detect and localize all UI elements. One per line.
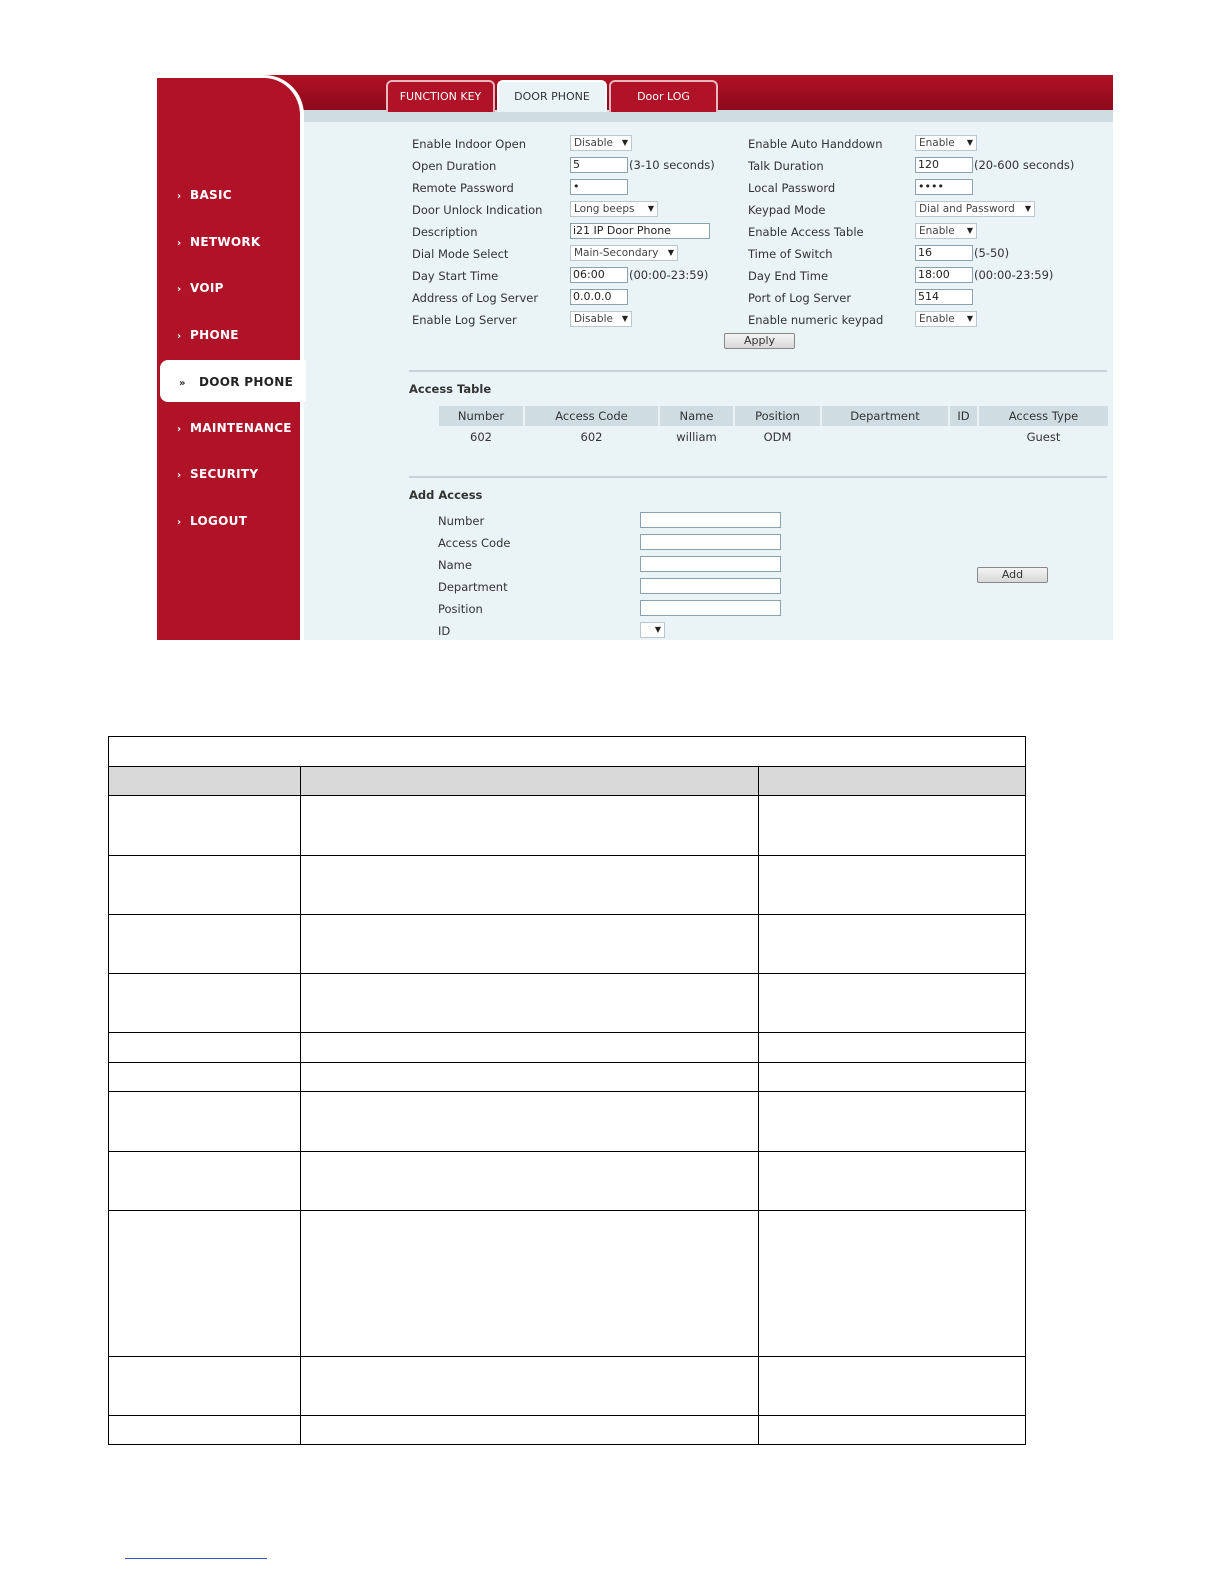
dial-mode-select[interactable]: Main-Secondary ▼ [570,245,678,261]
table-row [109,855,1025,856]
chevron-down-icon: ▼ [654,625,661,634]
remote-password-input[interactable]: • [570,179,628,195]
add-number-input[interactable] [640,512,781,528]
field-label: Number [438,514,485,528]
add-position-input[interactable] [640,600,781,616]
column-header: Department [822,406,948,426]
talk-duration-hint: (20-600 seconds) [974,158,1075,172]
setting-label: Day End Time [748,269,829,283]
setting-label: Time of Switch [748,247,833,261]
chevron-right-icon: › [177,284,182,295]
footer-link-underline[interactable] [125,1558,267,1559]
setting-label: Port of Log Server [748,291,852,305]
table-cell: 602 [580,430,603,444]
setting-label: Talk Duration [748,159,824,173]
column-header: Position [735,406,820,426]
table-header-row [109,766,1025,795]
field-label: Access Code [438,536,511,550]
sidebar-item-logout[interactable]: › LOGOUT [177,514,248,528]
sidebar-item-door-phone[interactable]: » DOOR PHONE [160,360,306,402]
table-row [109,1415,1025,1416]
open-duration-hint: (3-10 seconds) [629,158,715,172]
setting-label: Enable Access Table [748,225,864,239]
setting-label: Enable numeric keypad [748,313,884,327]
time-of-switch-input[interactable]: 16 [915,245,973,261]
setting-label: Local Password [748,181,836,195]
day-end-time-hint: (00:00-23:59) [974,268,1054,282]
enable-auto-handdown-select[interactable]: Enable ▼ [915,135,977,151]
add-access-title: Add Access [409,488,483,502]
add-department-input[interactable] [640,578,781,594]
log-server-address-input[interactable]: 0.0.0.0 [570,289,628,305]
chevron-right-icon: › [177,424,182,435]
chevron-right-icon: › [177,517,182,528]
setting-label: Door Unlock Indication [412,203,543,217]
day-start-time-input[interactable]: 06:00 [570,267,628,283]
chevron-down-icon: ▼ [621,314,628,323]
enable-indoor-open-select[interactable]: Disable ▼ [570,135,632,151]
sidebar-item-voip[interactable]: › VOIP [177,281,224,295]
sidebar-item-network[interactable]: › NETWORK [177,235,261,249]
chevron-right-icon: › [177,238,182,249]
table-row [109,1032,1025,1033]
column-divider [758,766,759,1444]
chevron-down-icon: ▼ [647,204,654,213]
column-header: Access Type [979,406,1108,426]
chevron-down-icon: ▼ [966,314,973,323]
tab-function-key[interactable]: FUNCTION KEY [386,80,495,112]
table-row [109,1091,1025,1092]
tab-door-phone[interactable]: DOOR PHONE [497,80,607,112]
table-row [109,1356,1025,1357]
talk-duration-input[interactable]: 120 [915,157,973,173]
enable-log-server-select[interactable]: Disable ▼ [570,311,632,327]
chevron-down-icon: ▼ [966,226,973,235]
table-row [109,1151,1025,1152]
enable-numeric-keypad-select[interactable]: Enable ▼ [915,311,977,327]
table-row [109,795,1025,796]
tab-door-log[interactable]: Door LOG [609,80,718,112]
field-label: Position [438,602,483,616]
table-cell: william [676,430,717,444]
sidebar-item-maintenance[interactable]: › MAINTENANCE [177,421,292,435]
chevron-down-icon: ▼ [1024,204,1031,213]
setting-label: Keypad Mode [748,203,826,217]
setting-label: Remote Password [412,181,514,195]
local-password-input[interactable]: •••• [915,179,973,195]
chevron-down-icon: ▼ [667,248,674,257]
table-cell: ODM [763,430,792,444]
setting-label: Day Start Time [412,269,499,283]
column-divider [300,766,301,1444]
setting-label: Address of Log Server [412,291,539,305]
setting-label: Dial Mode Select [412,247,509,261]
chevron-down-icon: ▼ [621,138,628,147]
setting-label: Description [412,225,478,239]
table-row [109,1210,1025,1211]
setting-label: Enable Indoor Open [412,137,526,151]
chevron-right-icon: › [177,470,182,481]
column-header: Name [660,406,733,426]
divider [409,476,1107,478]
table-row [109,914,1025,915]
table-row [109,973,1025,974]
chevron-down-icon: ▼ [966,138,973,147]
sidebar-item-phone[interactable]: › PHONE [177,328,239,342]
setting-label: Enable Log Server [412,313,517,327]
access-table-title: Access Table [409,382,492,396]
add-button[interactable]: Add [977,567,1048,583]
column-header: Access Code [525,406,658,426]
setting-label: Enable Auto Handdown [748,137,883,151]
add-id-select[interactable] [640,622,665,638]
table-cell: 602 [470,430,492,444]
double-chevron-icon: » [179,378,186,389]
door-unlock-indication-select[interactable]: Long beeps ▼ [570,201,658,217]
divider [409,370,1107,372]
time-of-switch-hint: (5-50) [974,246,1010,260]
field-label: Name [438,558,472,572]
log-server-port-input[interactable]: 514 [915,289,973,305]
web-config-screenshot [157,75,1113,640]
field-label: ID [438,624,451,638]
add-name-input[interactable] [640,556,781,572]
parameter-table [108,736,1026,1445]
column-header: ID [950,406,977,426]
apply-button[interactable]: Apply [724,333,795,349]
day-start-time-hint: (00:00-23:59) [629,268,709,282]
sidebar-item-security[interactable]: › SECURITY [177,467,259,481]
description-input[interactable]: i21 IP Door Phone [570,223,710,239]
sidebar-item-basic[interactable]: › BASIC [177,188,232,202]
keypad-mode-select[interactable]: Dial and Password ▼ [915,201,1035,217]
column-header: Number [439,406,523,426]
table-cell: Guest [1026,430,1061,444]
chevron-right-icon: › [177,191,182,202]
sidebar [157,75,304,640]
day-end-time-input[interactable]: 18:00 [915,267,973,283]
table-row [109,1062,1025,1063]
chevron-right-icon: › [177,331,182,342]
setting-label: Open Duration [412,159,497,173]
open-duration-input[interactable]: 5 [570,157,628,173]
add-access-code-input[interactable] [640,534,781,550]
field-label: Department [438,580,508,594]
enable-access-table-select[interactable]: Enable ▼ [915,223,977,239]
